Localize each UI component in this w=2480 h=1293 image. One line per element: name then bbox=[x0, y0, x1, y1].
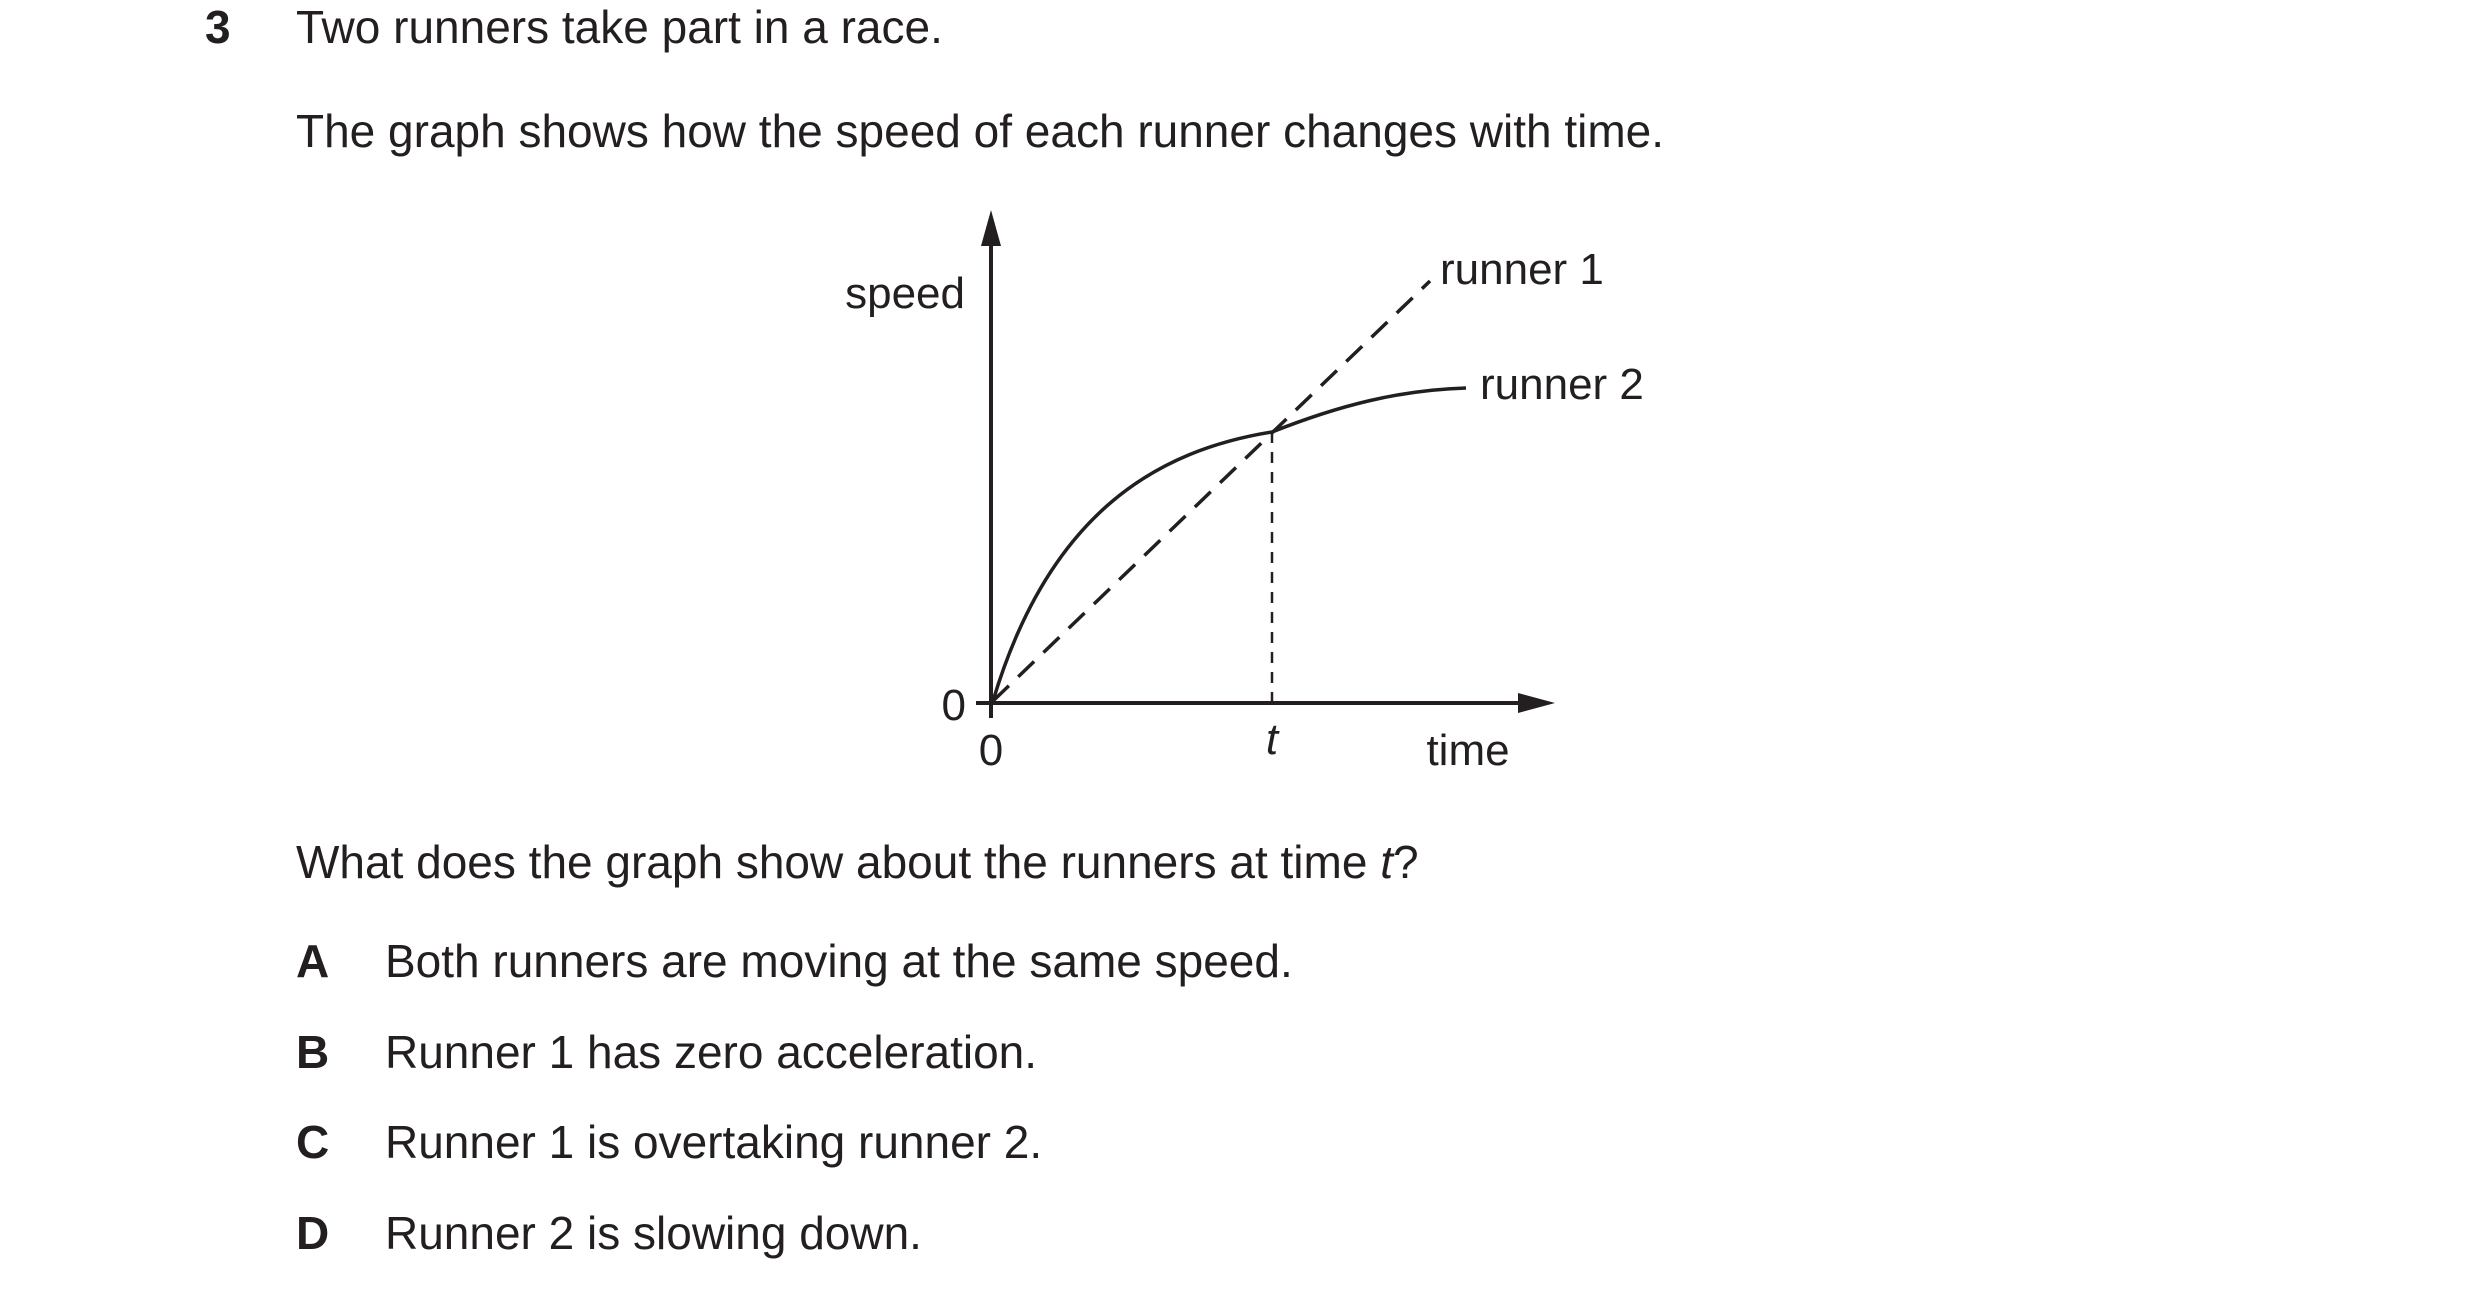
runner-2-label: runner 2 bbox=[1480, 360, 1644, 409]
option-d-text: Runner 2 is slowing down. bbox=[385, 1207, 922, 1259]
option-a-text: Both runners are moving at the same speed. bbox=[385, 935, 1293, 987]
question-number: 3 bbox=[205, 1, 231, 53]
option-c-letter: C bbox=[296, 1116, 330, 1168]
prompt-end: ? bbox=[1392, 836, 1419, 888]
question-prompt bbox=[296, 835, 1419, 889]
y-axis-label: speed bbox=[845, 269, 965, 318]
x-axis-arrow bbox=[1518, 693, 1555, 713]
prompt-variable: t bbox=[1380, 836, 1393, 888]
question-intro: Two runners take part in a race. bbox=[296, 1, 943, 53]
runner-1-label: runner 1 bbox=[1440, 245, 1604, 294]
question-description: The graph shows how the speed of each runner changes with time. bbox=[296, 105, 1665, 157]
y-axis-arrow bbox=[981, 210, 1001, 246]
option-b-text: Runner 1 has zero acceleration. bbox=[385, 1026, 1038, 1078]
x-axis-label: time bbox=[1426, 726, 1510, 775]
option-b-letter: B bbox=[296, 1026, 330, 1078]
runner-2-curve bbox=[993, 388, 1466, 701]
time-t-label: t bbox=[1265, 715, 1279, 764]
option-a-letter: A bbox=[296, 935, 330, 987]
prompt-text: What does the graph show about the runners at time bbox=[296, 836, 1381, 888]
option-d-letter: D bbox=[296, 1207, 330, 1259]
x-origin-label: 0 bbox=[978, 726, 1004, 775]
runner-1-line bbox=[993, 281, 1430, 701]
option-c-text: Runner 1 is overtaking runner 2. bbox=[385, 1116, 1043, 1168]
y-origin-label: 0 bbox=[941, 681, 966, 730]
